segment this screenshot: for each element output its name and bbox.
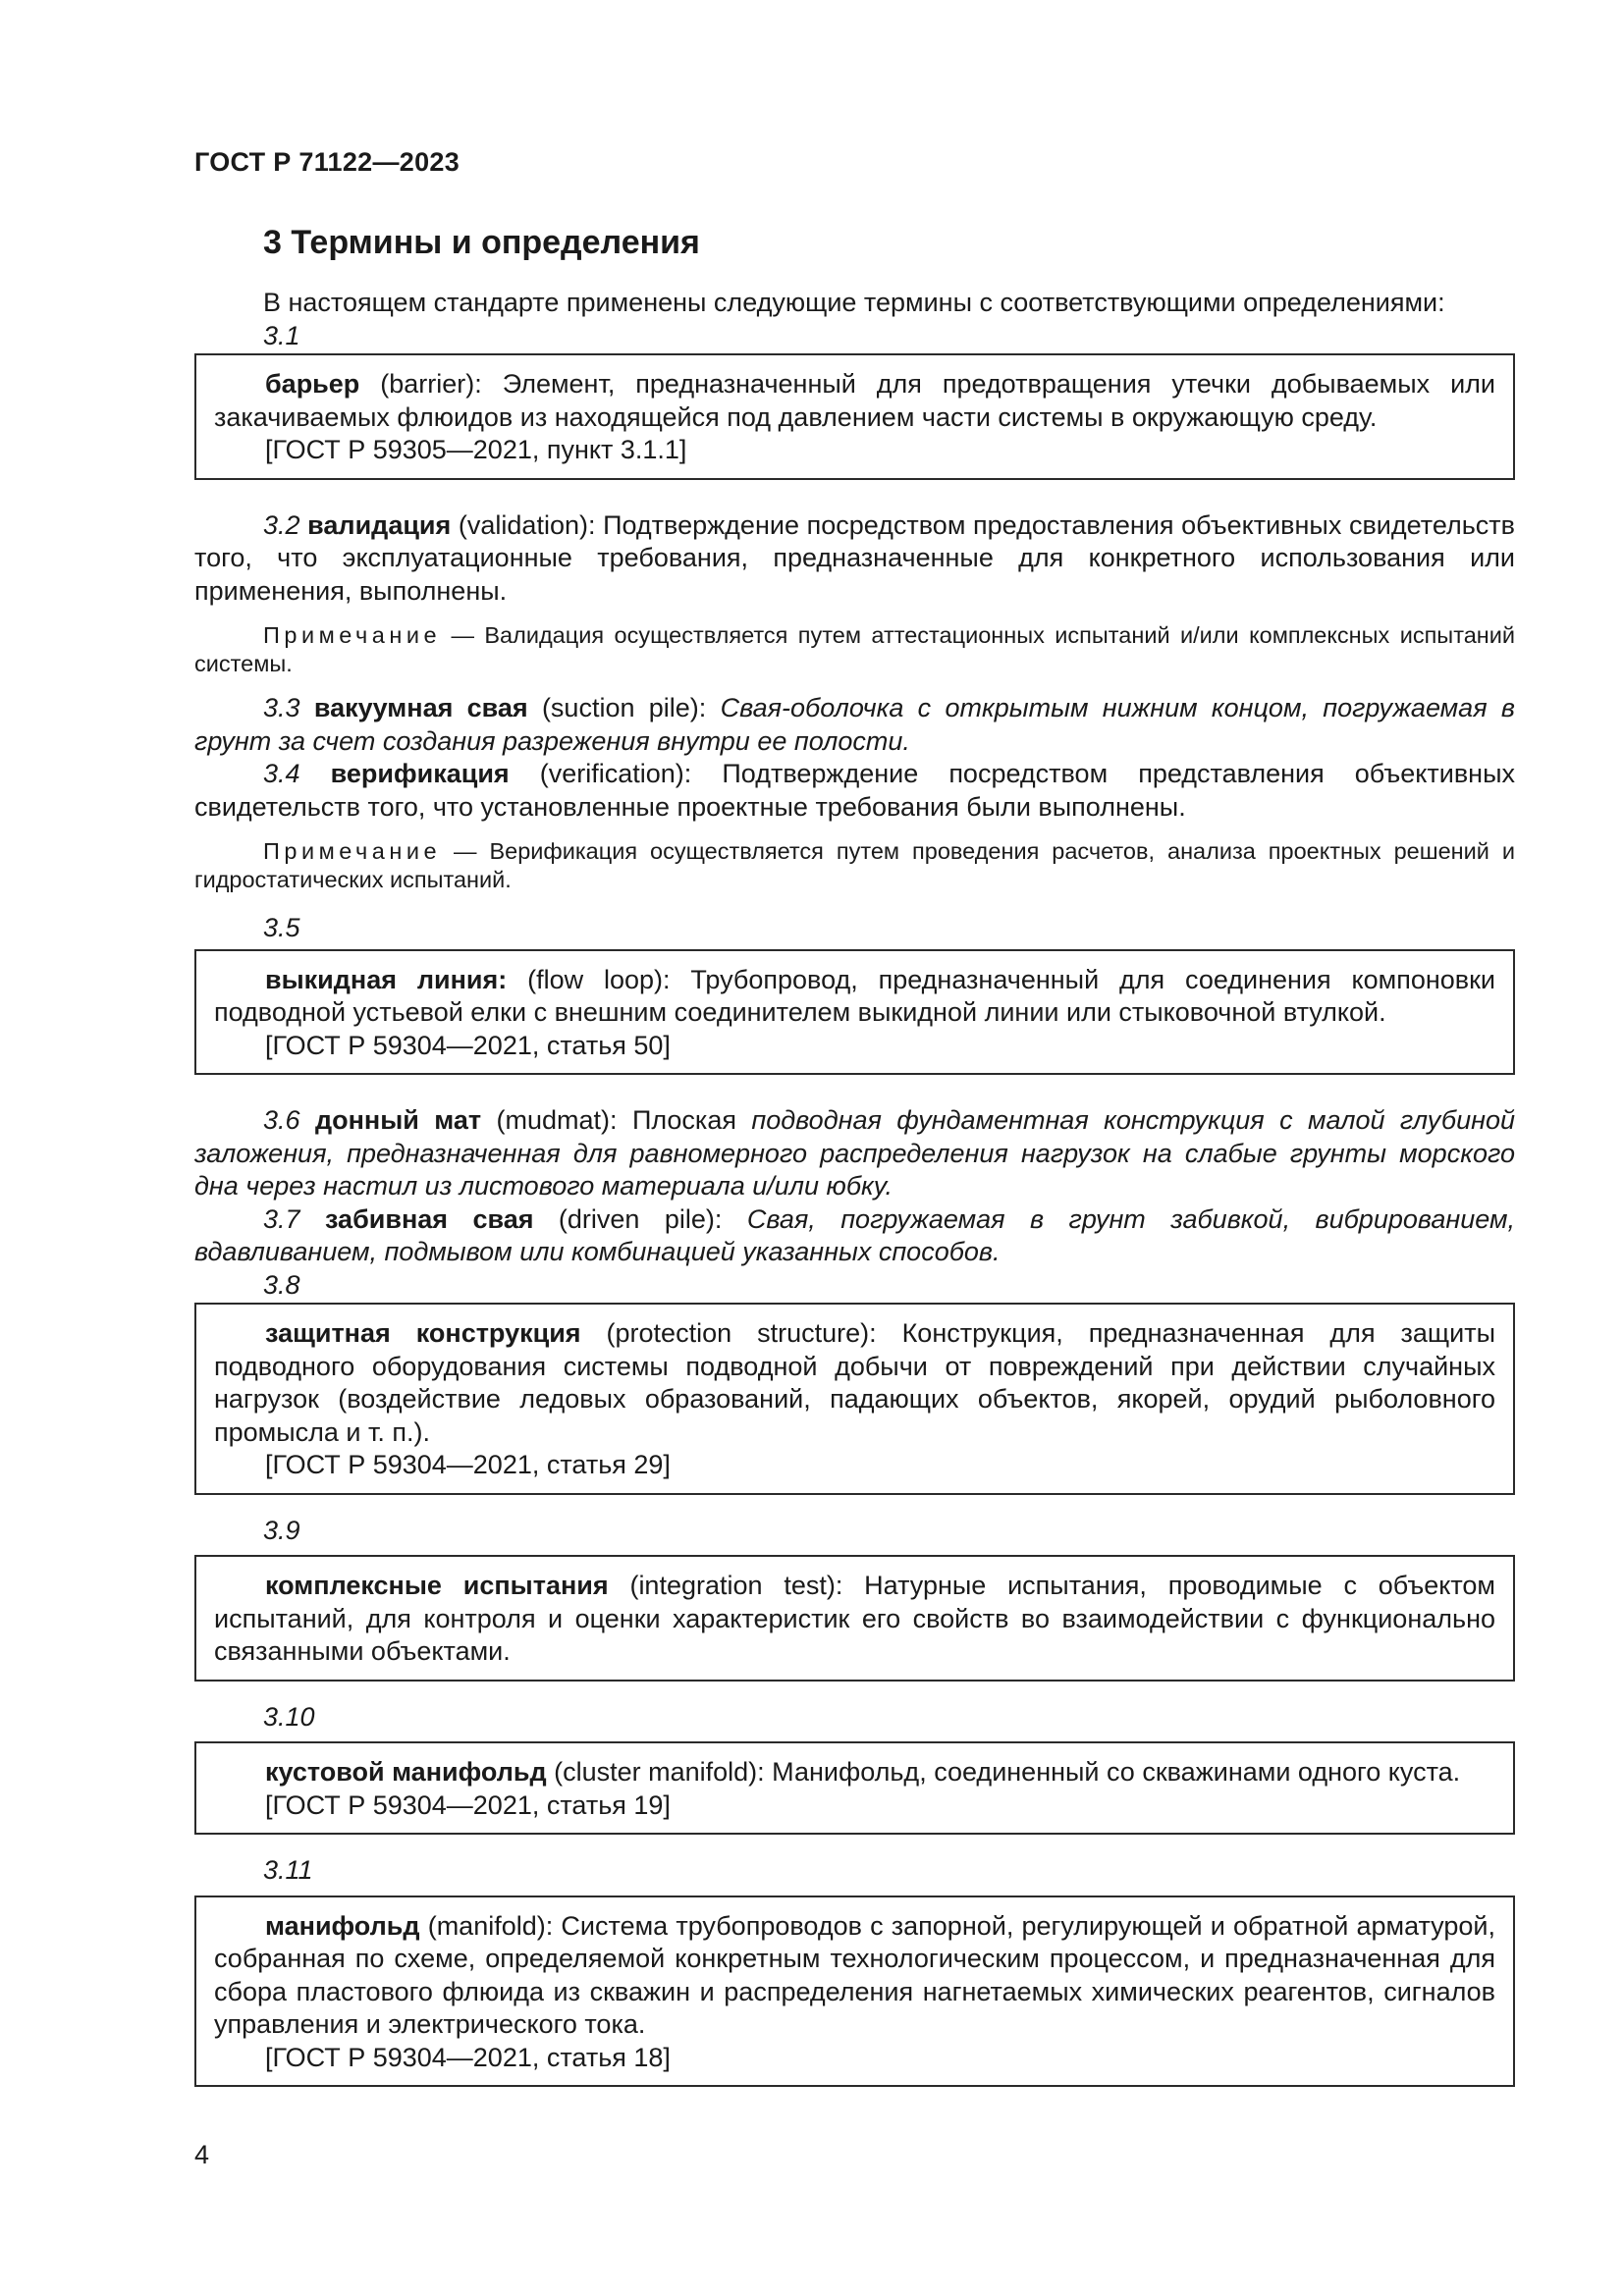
term-definition-lead: Плоская [631,1105,752,1135]
term-number: 3.6 [263,1105,300,1135]
term-name: кустовой манифольд [265,1757,547,1787]
term-name: верификация [330,759,510,788]
terms-content [194,287,1515,2087]
term-definition: Конструкция, предназначенная для защиты подводного оборудования системы подводной добычи от повреждений при действии случайных нагрузок (воздействие ледовых образований, падающих объектов, якорей, орудий рыболовного промысла и т. п.). [214,1318,1495,1447]
term-mudmat [194,1104,1515,1203]
term-box-manifold [194,1896,1515,2088]
term-reference: [ГОСТ Р 59305—2021, пункт 3.1.1] [265,435,687,464]
term-definition: Свая-оболочка с открытым нижним концом, погружаемая в грунт за счет создания разрежения внутри ее полости. [194,693,1515,756]
term-box-protection-structure [194,1303,1515,1495]
term-english: (cluster manifold): [546,1757,773,1787]
term-name: донный мат [314,1105,482,1135]
term-definition: Система трубопроводов с запорной, регулирующей и обратной арматурой, собранная по схеме, определяемой конкретным технологическим процессом, и предназначенная для сбора пластового флюида из скважин и распределения нагнетаемых химических реагентов, сигналов управления и электрического тока. [214,1910,1495,2039]
term-reference: [ГОСТ Р 59304—2021, статья 19] [265,1789,671,1820]
term-definition: Элемент, предназначенный для предотвращения утечки добываемых или закачиваемых флюидов из находящейся под давлением части системы в окружающую среду. [214,369,1495,432]
term-verification [194,758,1515,824]
term-box-integration-test [194,1555,1515,1682]
term-english: (suction pile): [527,693,721,722]
section-intro: В настоящем стандарте применены следующие термины с соответствующими определениями: [263,288,1445,317]
note-label: Примечание [263,838,442,864]
term-english: (mudmat): [481,1105,632,1135]
term-number: 3.11 [263,1855,313,1885]
term-english: (barrier): [359,369,503,399]
term-english: (protection structure): [580,1318,902,1348]
term-note [194,837,1515,894]
term-reference: [ГОСТ Р 59304—2021, статья 50] [265,1030,671,1060]
term-name: манифольд [265,1910,420,1941]
term-box-barrier [194,353,1515,480]
term-english: (validation): [451,509,604,540]
term-name: защитная конструкция [265,1318,581,1348]
term-suction-pile [194,692,1515,758]
term-number: 3.7 [263,1203,300,1234]
term-name: барьер [265,369,360,399]
term-english: (manifold): [419,1910,562,1941]
term-box-cluster-manifold [194,1741,1515,1835]
term-box-flow-loop [194,949,1515,1076]
term-definition: Трубопровод, предназначенный для соединения компоновки подводной устьевой елки с внешним соединителем выкидной линии или стыковочной втулкой. [214,964,1495,1027]
note-text: — Верификация осуществляется путем проведения расчетов, анализа проектных решений и гидростатических испытаний. [194,838,1515,892]
term-definition: Манифольд, соединенный со скважинами одного куста. [772,1757,1461,1787]
term-definition: Подтверждение посредством представления объективных свидетельств того, что установленные проектные требования были выполнены. [194,759,1515,822]
note-text: — Валидация осуществляется путем аттестационных испытаний и/или комплексных испытаний системы. [194,622,1515,676]
note-label: Примечание [263,622,442,648]
term-note [194,621,1515,678]
term-definition: Свая, погружаемая в грунт забивкой, вибрированием, вдавливанием, подмывом или комбинацией указанных способов. [194,1203,1515,1266]
section-title: 3 Термины и определения [263,224,700,261]
term-name: выкидная линия: [265,964,508,994]
term-number: 3.5 [263,913,300,942]
term-definition: Натурные испытания, проводимые с объектом испытаний, для контроля и оценки характеристик его свойств во взаимодействии с функционально связанными объектами. [214,1571,1495,1666]
term-reference: [ГОСТ Р 59304—2021, статья 18] [265,2042,671,2072]
term-name: забивная свая [324,1203,534,1234]
document-code: ГОСТ Р 71122—2023 [194,147,460,177]
term-number: 3.8 [263,1269,300,1300]
term-name: валидация [307,509,452,540]
term-driven-pile [194,1203,1515,1269]
term-definition: Подтверждение посредством предоставления объективных свидетельств того, что эксплуатационные требования, предназначенные для конкретного использования или применения, выполнены. [194,509,1515,606]
term-validation [194,509,1515,609]
term-number: 3.4 [263,759,300,788]
term-english: (integration test): [608,1571,865,1600]
term-number: 3.3 [263,693,300,722]
term-english: (flow loop): [507,964,691,994]
term-reference: [ГОСТ Р 59304—2021, статья 29] [265,1450,671,1479]
term-number: 3.1 [263,320,300,350]
term-name: вакуумная свая [313,693,528,722]
term-number: 3.10 [263,1701,315,1732]
term-english: (verification): [509,759,723,788]
term-number: 3.9 [263,1515,300,1545]
term-definition: подводная фундаментная конструкция с малой глубиной заложения, предназначенная для равномерного распределения нагрузок на слабые грунты морского дна через настил из листового материала и/или юбку. [194,1105,1515,1201]
term-name: комплексные испытания [265,1571,609,1600]
term-number: 3.2 [263,509,300,540]
page-number: 4 [194,2140,210,2169]
term-english: (driven pile): [533,1203,747,1234]
